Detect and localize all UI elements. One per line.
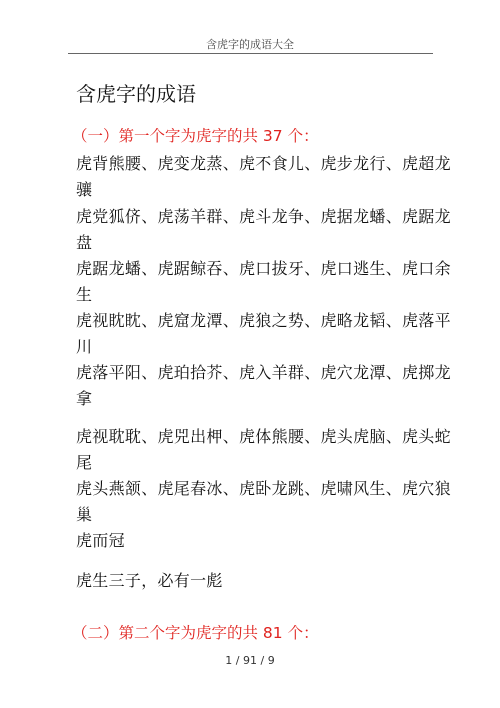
idiom-line: 虎落平阳、虎珀拾芥、虎入羊群、虎穴龙潭、虎掷龙 xyxy=(76,363,451,382)
idiom-line: 虎头燕颔、虎尾春冰、虎卧龙跳、虎啸风生、虎穴狼 xyxy=(76,479,451,498)
header-divider xyxy=(68,53,433,54)
idiom-line: 虎背熊腰、虎变龙蒸、虎不食儿、虎步龙行、虎超龙 xyxy=(76,154,451,173)
idiom-line: 虎党狐侪、虎荡羊群、虎斗龙争、虎据龙蟠、虎踞龙 xyxy=(76,207,451,226)
idiom-line: 骧 xyxy=(76,180,93,199)
idiom-line: 虎踞龙蟠、虎踞鲸吞、虎口拔牙、虎口逃生、虎口余 xyxy=(76,259,451,278)
document-title: 含虎字的成语 xyxy=(76,82,196,106)
idiom-line: 巢 xyxy=(76,505,93,524)
idiom-line: 虎视耽耽、虎兕出柙、虎体熊腰、虎头虎脑、虎头蛇 xyxy=(76,427,451,446)
idiom-line: 虎视眈眈、虎窟龙潭、虎狼之势、虎略龙韬、虎落平 xyxy=(76,311,451,330)
idiom-line: 虎而冠 xyxy=(76,531,125,550)
idiom-line: 虎生三子，必有一彪 xyxy=(76,571,223,590)
page-number: 1 / 91 / 9 xyxy=(225,654,275,667)
idiom-line: 生 xyxy=(76,285,93,304)
running-header: 含虎字的成语大全 xyxy=(206,38,294,51)
section-heading-1: （一）第一个字为虎字的共 37 个： xyxy=(72,127,319,145)
idiom-line: 拿 xyxy=(76,389,93,408)
idiom-line: 尾 xyxy=(76,453,93,472)
section-heading-2: （二）第二个字为虎字的共 81 个： xyxy=(72,624,319,642)
idiom-line: 川 xyxy=(76,337,93,356)
idiom-line: 盘 xyxy=(76,233,93,252)
